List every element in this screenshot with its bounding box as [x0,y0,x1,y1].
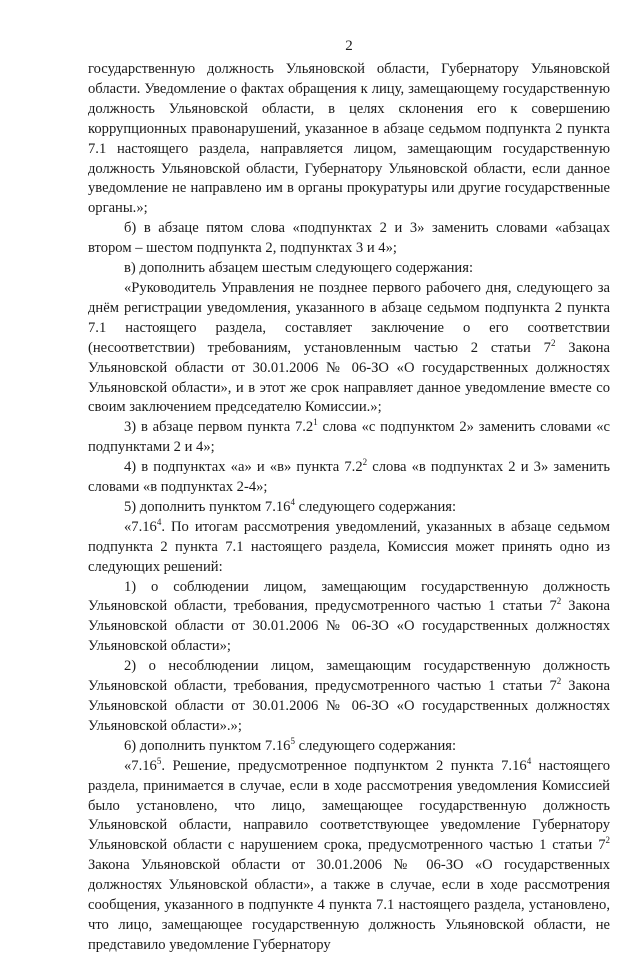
paragraph-text: 3) в абзаце первом пункта 7.2 [124,419,314,436]
paragraph-text: 2) о несоблюдении лицом, замещающим государственную должность Ульяновской области, требования, предусмотренного частью 1 статьи 7 [88,658,610,695]
paragraph-text: слова «в подпунктах 2 и 3» заменить словами «в подпунктах 2-4»; [88,459,610,496]
paragraph [88,518,610,578]
paragraph-text: «Руководитель Управления не позднее первого рабочего дня, следующего за днём регистрации уведомления, указанного в абзаце седьмом подпункта 2 пункта 7.1 настоящего раздела, составляет заключение о его соответствии (несоответствии) требованиям, установленным частью 2 статьи 7 [88,279,610,356]
paragraph-text: б) в абзаце пятом слова «подпунктах 2 и 3» заменить словами «абзацах втором – шестом подпункта 2, подпунктах 3 и 4»; [88,220,610,257]
paragraph-text: в) дополнить абзацем шестым следующего содержания: [124,260,474,277]
paragraph-text: Закона Ульяновской области от 30.01.2006 № 06-ЗО «О государственных должностях Ульяновской области», а также в случае, если в ходе рассмотрения сообщения, указанного в подпункте 4 пункта 7.1 настоящего раздела, установлено, что лицо, замещающее государственную должность Ульяновской области, не представило уведомление Губернатору [88,857,610,953]
superscript: 1 [313,417,318,428]
paragraph-text: «7.16 [124,757,157,774]
paragraph [88,498,610,518]
paragraph-text: Закона Ульяновской области от 30.01.2006 № 06-ЗО «О государственных должностях Ульяновской области».»; [88,678,610,734]
paragraph [88,259,610,279]
superscript: 4 [156,516,162,527]
paragraph [88,279,610,418]
paragraph-text: 6) дополнить пунктом 7.16 [124,737,291,754]
superscript: 2 [556,676,562,687]
page-number: 2 [345,38,353,54]
paragraph-text: следующего содержания: [294,737,457,754]
paragraph-text: настоящего раздела, принимается в случае, если в ходе рассмотрения уведомления Комиссией было установлено, что лицо, замещающее государственную должность Ульяновской области, направило соответствующее уведомление Губернатору Ульяновской области с нарушением срока, предусмотренного частью 1 статьи 7 [88,757,610,854]
paragraph-text: . Решение, предусмотренное подпунктом 2 пункта 7.16 [161,757,527,774]
paragraph [88,578,610,658]
document-body [88,60,610,956]
paragraph-text: «7.16 [124,518,157,535]
superscript: 2 [605,835,610,846]
paragraph [88,757,610,956]
paragraph-text: государственную должность Ульяновской области, Губернатору Ульяновской области. Уведомление о фактах обращения к лицу, замещающему государственную должность Ульяновской области, в целях склонения его к совершению коррупционных правонарушений, указанное в абзаце седьмом подпункта 2 пункта 7.1 настоящего раздела, направляется лицом, замещающим государственную должность Ульяновской области, Губернатору Ульяновской области, если данное уведомление не направлено им в органы прокуратуры или другие государственные органы.»; [88,61,610,217]
paragraph [88,219,610,259]
paragraph-text: слова «с подпунктом 2» заменить словами «с подпунктами 2 и 4»; [88,419,610,456]
superscript: 2 [362,457,368,468]
paragraph [88,60,610,219]
superscript: 5 [290,735,295,746]
paragraph-text: . По итогам рассмотрения уведомлений, указанных в абзаце седьмом подпункта 2 пункта 7.1 настоящего раздела, Комиссия может принять одно из следующих решений: [88,518,610,575]
paragraph-text: следующего содержания: [294,498,457,515]
superscript: 2 [550,337,556,348]
superscript: 2 [556,596,562,607]
superscript: 5 [156,755,162,766]
superscript: 4 [290,497,295,508]
paragraph [88,737,610,757]
paragraph-text: Закона Ульяновской области от 30.01.2006 № 06-ЗО «О государственных должностях Ульяновской области»; [88,598,610,655]
paragraph-text: 4) в подпунктах «а» и «в» пункта 7.2 [124,459,363,476]
paragraph [88,418,610,458]
paragraph-text: 1) о соблюдении лицом, замещающим государственную должность Ульяновской области, требования, предусмотренного частью 1 статьи 7 [88,578,610,615]
paragraph-text: 5) дополнить пунктом 7.16 [124,498,291,515]
paragraph [88,458,610,498]
paragraph-text: Закона Ульяновской области от 30.01.2006 № 06-ЗО «О государственных должностях Ульяновской области», и в этот же срок направляет данное уведомление вместе со своим заключением председателю Комиссии.»; [88,339,610,416]
paragraph [88,657,610,737]
superscript: 4 [526,755,532,766]
